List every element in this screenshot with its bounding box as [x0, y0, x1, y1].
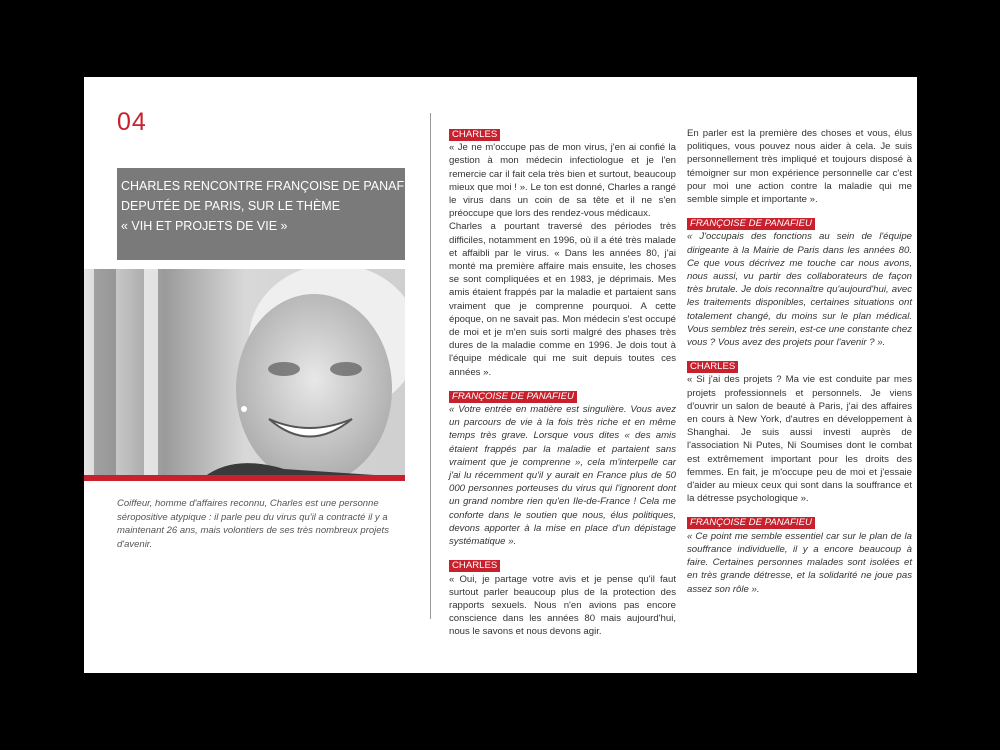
paragraph: « J'occupais des fonctions au sein de l'équipe dirigeante à la Mairie de Paris dans les années 80. Ce que vous décrivez me touche car nous avons, nous aussi, vu partir des collaborateurs de façon très brutale. Je dois reconnaître qu'aujourd'hui, avec les traitements disponibles, certaines situations ont totalement changé, du moins sur le plan médical. Vous semblez très serein, est-ce une constante chez vous ? Vous avez des projets pour l'avenir ? ». [687, 231, 912, 349]
photo-caption: Coiffeur, homme d'affaires reconnu, Charles est une personne séropositive atypique : il parle peu du virus qu'il a contracté il y a maintenant 26 ans, mais volontiers de ses très nombreux projets d'avenir. [117, 498, 389, 550]
paragraph: « Votre entrée en matière est singulière. Vous avez un parcours de vie à la fois très riche et en même temps très grave. Lorsque vous dites « des amis étaient frappés par la maladie et partaient sans vraiment que je comprenne », cela m'interpelle car j'ai lu récemment qu'il y aurait en France plus de 50 000 personnes porteuses du virus qui l'ignorent dont un grand nombre rien qu'en Ile-de-France ! Cela me conforte dans le soutien que nous, élus politiques, devons apporter à la mise en place d'un dépistage systématique ». [449, 404, 676, 548]
title-line-2: DEPUTÉE DE PARIS, SUR LE THÈME [121, 199, 341, 213]
portrait-photo [84, 269, 405, 477]
speaker-label-panafieu: FRANÇOISE DE PANAFIEU [687, 517, 815, 529]
paragraph: « Ce point me semble essentiel car sur le plan de la souffrance individuelle, il y a encore beaucoup à faire. Certaines personnes malades sont isolées et en très grande détresse, et la solidarité ne joue pas assez son rôle ». [687, 530, 912, 595]
speaker-label-charles: CHARLES [449, 560, 500, 572]
article-column-2 [687, 127, 912, 596]
page-number: 04 [117, 108, 147, 136]
magazine-page [84, 77, 917, 673]
portrait-illustration [84, 269, 405, 477]
paragraph: « Si j'ai des projets ? Ma vie est conduite par mes projets professionnels et personnels. Je viens d'ouvrir un salon de beauté à Paris, j'ai des affaires en cours à New York, d'autres en développement à Shanghai. Je suis aussi investi auprès de l'association Ni Putes, Ni Soumises dont le combat est extrêmement important pour les droits des femmes. En fait, je m'occupe peu de moi et j'essaie d'aider au mieux ceux qui sont dans la souffrance et la détresse psychologique ». [687, 374, 912, 505]
speaker-label-panafieu: FRANÇOISE DE PANAFIEU [449, 391, 577, 403]
speaker-label-charles: CHARLES [687, 361, 738, 373]
photo-accent-bar [84, 475, 405, 481]
column-divider [430, 113, 431, 619]
paragraph: « Je ne m'occupe pas de mon virus, j'en ai confié la gestion à mon médecin infectiologue et je l'en remercie car il fait cela très bien et surtout, beaucoup mieux que moi ! ». Le ton est donné, Charles a rangé le virus dans un coin de sa tête et il ne s'en préoccupe que lors des rendez-vous médicaux. [449, 142, 676, 220]
title-line-3: « VIH ET PROJETS DE VIE » [121, 219, 288, 233]
title-line-1: CHARLES RENCONTRE FRANÇOISE DE PANAFIEU, [121, 179, 429, 193]
article-column-1 [449, 127, 676, 639]
paragraph: En parler est la première des choses et vous, élus politiques, vous pouvez nous aider à cela. Je suis personnellement très impliqué et toujours disposé à témoigner sur mon expérience personnelle car c'est pour moi une action contre la maladie qui me semble simple et importante ». [687, 128, 912, 206]
speaker-label-charles: CHARLES [449, 129, 500, 141]
speaker-label-panafieu: FRANÇOISE DE PANAFIEU [687, 218, 815, 230]
paragraph: « Oui, je partage votre avis et je pense qu'il faut surtout parler beaucoup plus de la protection des rapports sexuels. Nous n'en avions pas encore conscience dans les années 80 mais aujourd'hui, nous le savons et nous devons agir. [449, 573, 676, 638]
paragraph: Charles a pourtant traversé des périodes très difficiles, notamment en 1996, où il a été très malade et affaibli par le virus. « Dans les années 80, j'ai monté ma première affaire mais ensuite, les choses se sont compliquées et en 1983, je déprimais. Mes amis étaient frappés par la maladie et partaient sans vraiment que je comprenne pourquoi. A cette époque, on ne savait pas. Mon médecin s'est occupé de moi et je m'en suis sorti malgré des phases très dures de la maladie comme en 1996. Je dois tout à l'équipe médicale qui me suit depuis toutes ces années ». [449, 221, 676, 378]
article-title-box [117, 168, 429, 260]
